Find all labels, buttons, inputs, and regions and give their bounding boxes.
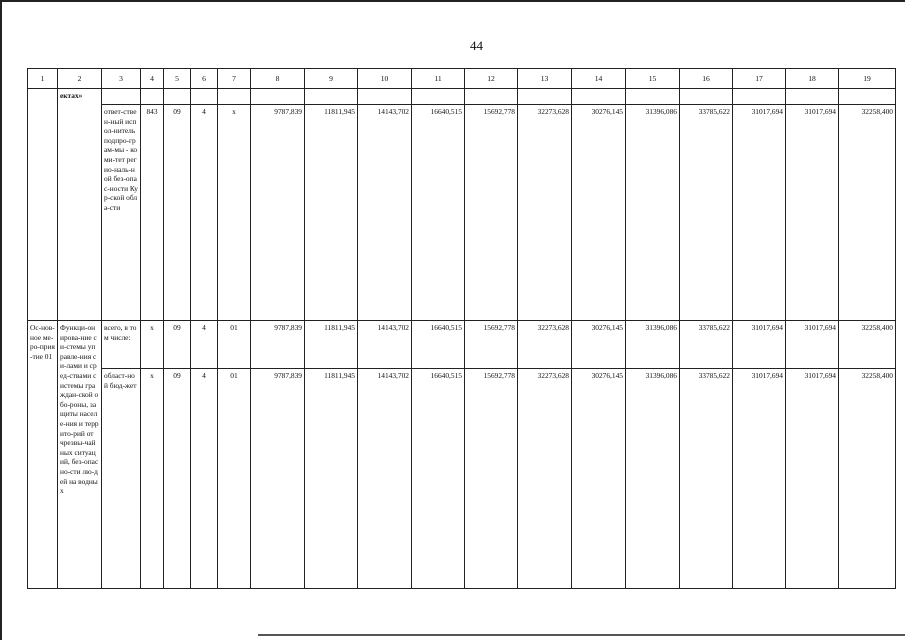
value-cell: 15692,778 (465, 369, 518, 589)
empty-cell (251, 89, 305, 105)
page-left-border (0, 0, 2, 640)
header-cell: 10 (358, 69, 412, 89)
page-bottom-rule (258, 634, 905, 636)
empty-cell (786, 89, 839, 105)
header-cell: 2 (58, 69, 102, 89)
value-cell: 32258,400 (839, 105, 896, 321)
value-cell: 16640,515 (412, 321, 465, 369)
empty-cell (733, 89, 786, 105)
responsible-executor-cell: ответ-ствен-ный испол-нитель подпро-грам-мы - коми-тет регио-наль-ной без-опас-ности Кур-ской обла-сти (102, 105, 141, 321)
empty-cell (839, 89, 896, 105)
code-cell: 4 (191, 369, 218, 589)
program-name-continuation: ектах» (58, 89, 102, 321)
empty-cell (164, 89, 191, 105)
page-top-border (0, 0, 905, 2)
budget-table (27, 68, 896, 589)
page-number: 44 (470, 38, 483, 53)
code-cell: 4 (191, 105, 218, 321)
header-cell: 12 (465, 69, 518, 89)
empty-cell (680, 89, 733, 105)
header-cell: 6 (191, 69, 218, 89)
header-cell: 3 (102, 69, 141, 89)
code-cell: х (141, 321, 164, 369)
value-cell: 16640,515 (412, 369, 465, 589)
empty-cell (141, 89, 164, 105)
header-cell: 19 (839, 69, 896, 89)
value-cell: 14143,702 (358, 369, 412, 589)
code-cell: х (218, 105, 251, 321)
header-cell: 13 (518, 69, 572, 89)
value-cell: 33785,622 (680, 321, 733, 369)
empty-cell (305, 89, 358, 105)
header-cell: 5 (164, 69, 191, 89)
value-cell: 30276,145 (572, 321, 626, 369)
empty-cell (191, 89, 218, 105)
table-row-responsible (28, 105, 896, 321)
header-cell: 1 (28, 69, 58, 89)
value-cell: 33785,622 (680, 105, 733, 321)
value-cell: 9787,839 (251, 369, 305, 589)
empty-cell (358, 89, 412, 105)
value-cell: 31017,694 (786, 369, 839, 589)
empty-cell (465, 89, 518, 105)
value-cell: 9787,839 (251, 321, 305, 369)
value-cell: 31396,086 (626, 105, 680, 321)
code-cell: 09 (164, 321, 191, 369)
code-cell: 843 (141, 105, 164, 321)
header-cell: 15 (626, 69, 680, 89)
header-cell: 9 (305, 69, 358, 89)
value-cell: 32273,628 (518, 105, 572, 321)
header-cell: 17 (733, 69, 786, 89)
empty-cell (572, 89, 626, 105)
table-row-total (28, 321, 896, 369)
value-cell: 14143,702 (358, 321, 412, 369)
header-cell: 7 (218, 69, 251, 89)
funding-source-cell: всего, в том числе: (102, 321, 141, 369)
activity-label-cell: Ос-нов-ное ме-ро-прия-тие 01 (28, 321, 58, 589)
value-cell: 16640,515 (412, 105, 465, 321)
empty-cell (28, 89, 58, 321)
value-cell: 30276,145 (572, 369, 626, 589)
value-cell: 32273,628 (518, 369, 572, 589)
value-cell: 30276,145 (572, 105, 626, 321)
code-cell: 09 (164, 105, 191, 321)
value-cell: 31396,086 (626, 321, 680, 369)
empty-cell (626, 89, 680, 105)
value-cell: 15692,778 (465, 105, 518, 321)
value-cell: 11811,945 (305, 369, 358, 589)
funding-source-cell: област-ной бюд-жет (102, 369, 141, 589)
activity-description-cell: Функци-онирова-ние си-стемы управле-ния си-лами и сред-ствами системы граждан-ской обо-роны, защиты населе-ния и террито-рий от чрезвы-чайных ситуаций, без-опасно-сти лю-дей на водных (58, 321, 102, 589)
header-cell: 16 (680, 69, 733, 89)
code-cell: 4 (191, 321, 218, 369)
value-cell: 31017,694 (733, 369, 786, 589)
value-cell: 31396,086 (626, 369, 680, 589)
header-cell: 11 (412, 69, 465, 89)
code-cell: 01 (218, 321, 251, 369)
header-cell: 14 (572, 69, 626, 89)
value-cell: 31017,694 (733, 321, 786, 369)
table-row-regional-budget (28, 369, 896, 589)
value-cell: 32258,400 (839, 321, 896, 369)
code-cell: 01 (218, 369, 251, 589)
header-cell: 4 (141, 69, 164, 89)
code-cell: х (141, 369, 164, 589)
empty-cell (102, 89, 141, 105)
value-cell: 9787,839 (251, 105, 305, 321)
value-cell: 31017,694 (786, 321, 839, 369)
value-cell: 15692,778 (465, 321, 518, 369)
value-cell: 14143,702 (358, 105, 412, 321)
value-cell: 31017,694 (786, 105, 839, 321)
empty-cell (518, 89, 572, 105)
table-row-continuation (28, 89, 896, 105)
value-cell: 11811,945 (305, 105, 358, 321)
value-cell: 11811,945 (305, 321, 358, 369)
empty-cell (412, 89, 465, 105)
header-cell: 18 (786, 69, 839, 89)
header-row (28, 69, 896, 89)
value-cell: 32273,628 (518, 321, 572, 369)
value-cell: 32258,400 (839, 369, 896, 589)
value-cell: 33785,622 (680, 369, 733, 589)
empty-cell (218, 89, 251, 105)
code-cell: 09 (164, 369, 191, 589)
header-cell: 8 (251, 69, 305, 89)
value-cell: 31017,694 (733, 105, 786, 321)
